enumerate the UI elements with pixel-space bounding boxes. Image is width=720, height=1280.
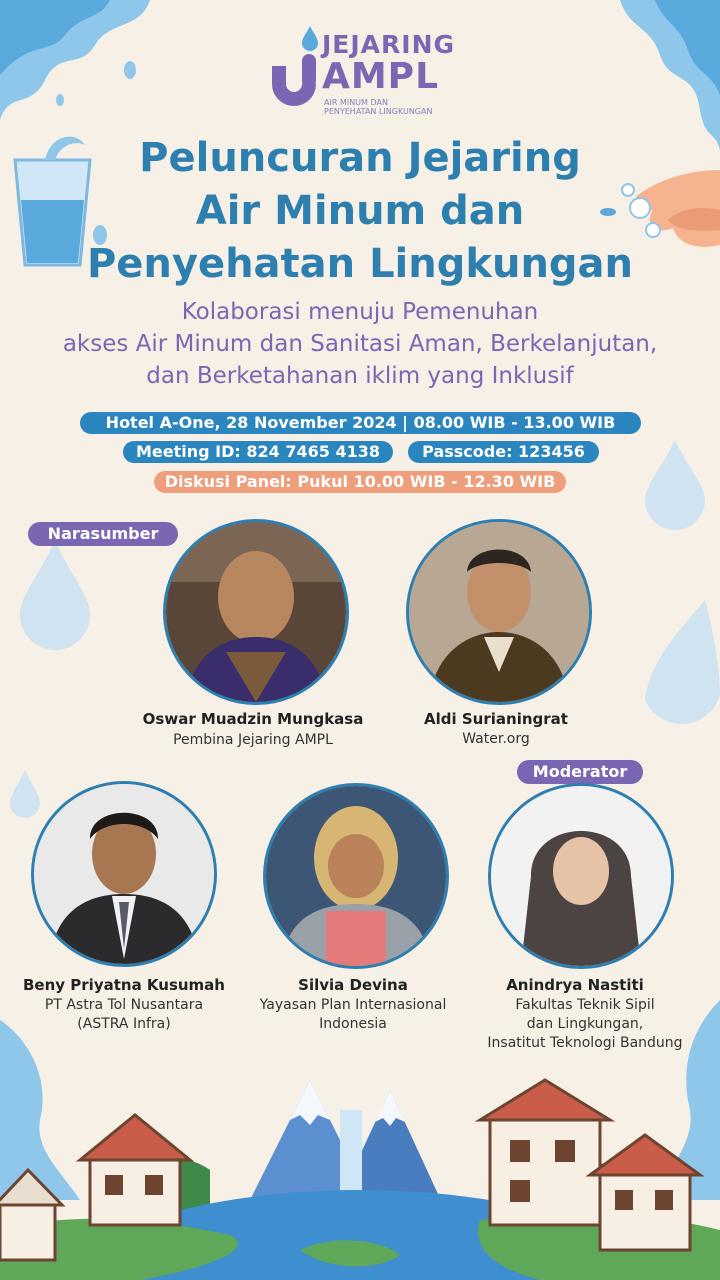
event-subtitle-line2: akses Air Minum dan Sanitasi Aman, Berkelanjutan, bbox=[62, 331, 658, 357]
event-title-line2: Air Minum dan bbox=[195, 188, 525, 234]
moderator-role-line2: dan Lingkungan, bbox=[526, 1016, 644, 1032]
moderator-name-anindrya: Anindrya Nastiti bbox=[506, 976, 644, 994]
speaker-photo-oswar bbox=[163, 519, 349, 705]
event-subtitle bbox=[20, 296, 700, 392]
speaker-photo-silvia bbox=[263, 783, 449, 969]
water-splash-top-right bbox=[600, 0, 720, 150]
water-drop-left bbox=[20, 540, 90, 650]
speaker-role-aldi: Water.org bbox=[462, 731, 530, 747]
speaker-role-beny bbox=[4, 996, 244, 1034]
water-drop-right bbox=[645, 600, 720, 740]
logo-subtitle-line2: PENYEHATAN LINGKUNGAN bbox=[324, 107, 433, 116]
speaker-role-silvia bbox=[233, 996, 473, 1034]
speaker-photo-beny bbox=[31, 781, 217, 967]
water-drop-right-top bbox=[640, 440, 710, 530]
event-title-line1: Peluncuran Jejaring bbox=[139, 135, 581, 181]
logo-title-jejaring: JEJARING bbox=[322, 30, 456, 59]
speaker-role-silvia-line1: Yayasan Plan Internasional bbox=[259, 997, 447, 1013]
earth-village-illustration bbox=[0, 1060, 720, 1280]
speaker-role-silvia-line2: Indonesia bbox=[319, 1016, 387, 1032]
speaker-name-beny: Beny Priyatna Kusumah bbox=[23, 976, 225, 994]
meeting-id-badge: Meeting ID: 824 7465 4138 bbox=[123, 441, 393, 463]
person-icon bbox=[491, 786, 671, 966]
speaker-photo-aldi bbox=[406, 519, 592, 705]
venue-time-badge: Hotel A-One, 28 November 2024 | 08.00 WIB - 13.00 WIB bbox=[80, 412, 641, 434]
moderator-photo-anindrya bbox=[488, 783, 674, 969]
speaker-role-beny-line2: (ASTRA Infra) bbox=[77, 1016, 171, 1032]
moderator-role-line1: Fakultas Teknik Sipil bbox=[515, 997, 655, 1013]
moderator-label: Moderator bbox=[517, 760, 643, 784]
water-splash-top-left bbox=[0, 0, 170, 130]
speaker-name-oswar: Oswar Muadzin Mungkasa bbox=[142, 710, 364, 728]
speaker-name-silvia: Silvia Devina bbox=[298, 976, 408, 994]
moderator-role-line3: Insatitut Teknologi Bandung bbox=[487, 1035, 683, 1051]
panel-discussion-badge: Diskusi Panel: Pukul 10.00 WIB - 12.30 WIB bbox=[154, 471, 566, 493]
passcode-badge: Passcode: 123456 bbox=[408, 441, 599, 463]
speaker-role-oswar: Pembina Jejaring AMPL bbox=[173, 732, 333, 748]
logo-subtitle-line1: AIR MINUM DAN bbox=[324, 98, 388, 107]
person-icon bbox=[34, 784, 214, 964]
event-subtitle-line3: dan Berketahanan iklim yang Inklusif bbox=[146, 363, 574, 389]
speaker-role-beny-line1: PT Astra Tol Nusantara bbox=[44, 997, 204, 1013]
moderator-role-anindrya bbox=[470, 996, 700, 1053]
logo-subtitle bbox=[324, 98, 474, 116]
person-icon bbox=[266, 786, 446, 966]
speaker-name-aldi: Aldi Surianingrat bbox=[424, 710, 568, 728]
person-icon bbox=[409, 522, 589, 702]
person-icon bbox=[166, 522, 346, 702]
event-title bbox=[60, 132, 660, 291]
event-subtitle-line1: Kolaborasi menuju Pemenuhan bbox=[181, 299, 539, 325]
logo-title-ampl: AMPL bbox=[322, 56, 440, 97]
event-title-line3: Penyehatan Lingkungan bbox=[86, 241, 634, 287]
water-drop-small-left bbox=[10, 770, 40, 820]
speakers-label: Narasumber bbox=[28, 522, 178, 546]
jejaring-ampl-logo-icon bbox=[268, 26, 326, 108]
